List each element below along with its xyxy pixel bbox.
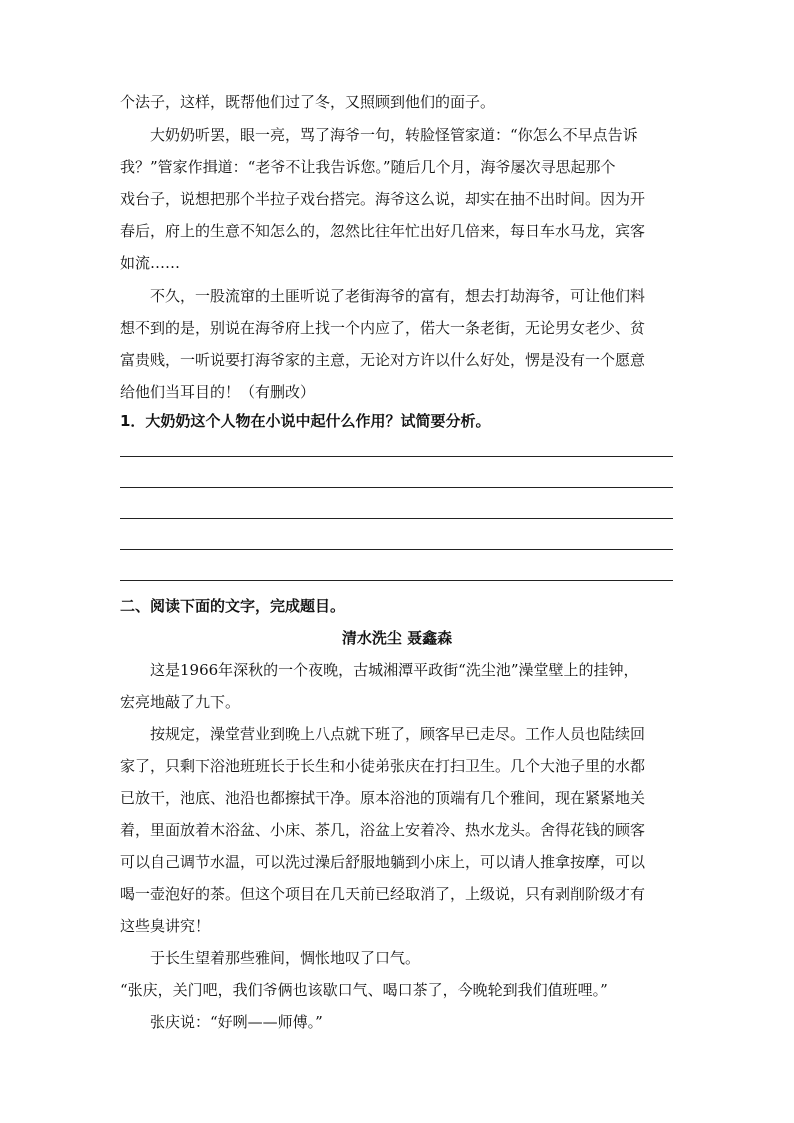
story-line: 宏亮地敲了九下。: [120, 693, 241, 711]
story-line: 家了，只剩下浴池班班长于长生和小徒弟张庆在打扫卫生。几个大池子里的水都: [120, 757, 646, 775]
passage-line: 我？”管家作揖道：“老爷不让我告诉您。”随后几个月，海爷屡次寻思起那个: [120, 158, 616, 176]
passage-line: 春后，府上的生意不知怎么的，忽然比往年忙出好几倍来，每日车水马龙，宾客: [120, 222, 646, 240]
passage-line: 想不到的是，别说在海爷府上找一个内应了，偌大一条老街，无论男女老少、贫: [120, 319, 646, 337]
story-line: 按规定，澡堂营业到晚上八点就下班了，顾客早已走尽。工作人员也陆续回: [150, 725, 646, 743]
section-heading: 二、阅读下面的文字，完成题目。: [120, 597, 346, 615]
story-title: 清水洗尘 聂鑫森: [341, 629, 453, 647]
answer-line[interactable]: [120, 487, 673, 488]
passage-line: 戏台子，说想把那个半拉子戏台搭完。海爷这么说，却实在抽不出时间。因为开: [120, 190, 646, 208]
story-line: 这是1966年深秋的一个夜晚，古城湘潭平政街“洗尘池”澡堂壁上的挂钟，: [150, 661, 639, 679]
question-1: 1．大奶奶这个人物在小说中起什么作用？试简要分析。: [120, 412, 491, 430]
story-line: “张庆，关门吧，我们爷俩也该歇口气、喝口茶了，今晚轮到我们值班哩。”: [120, 981, 608, 999]
story-line: 已放干，池底、池沿也都擦拭干净。原本浴池的顶端有几个雅间，现在紧紧地关: [120, 789, 646, 807]
passage-line: 不久，一股流窜的土匪听说了老街海爷的富有，想去打劫海爷，可让他们料: [150, 287, 646, 305]
passage-line: 大奶奶听罢，眼一亮，骂了海爷一句，转脸怪管家道：“你怎么不早点告诉: [150, 126, 638, 144]
passage-line: 给他们当耳目的！（有删改）: [120, 383, 316, 401]
passage-line: 个法子，这样，既帮他们过了冬，又照顾到他们的面子。: [120, 93, 496, 111]
story-line: 张庆说：“好咧——师傅。”: [150, 1013, 323, 1031]
passage-line: 富贵贱，一听说要打海爷家的主意，无论对方许以什么好处，愣是没有一个愿意: [120, 351, 646, 369]
answer-line[interactable]: [120, 580, 673, 581]
answer-line[interactable]: [120, 549, 673, 550]
answer-line[interactable]: [120, 518, 673, 519]
story-line: 这些臭讲究！: [120, 917, 211, 935]
story-line: 喝一壶泡好的茶。但这个项目在几天前已经取消了，上级说，只有剥削阶级才有: [120, 885, 646, 903]
story-line: 可以自己调节水温，可以洗过澡后舒服地躺到小床上，可以请人推拿按摩，可以: [120, 853, 646, 871]
passage-line: 如流……: [120, 254, 181, 272]
story-line: 着，里面放着木浴盆、小床、茶几，浴盆上安着冷、热水龙头。舍得花钱的顾客: [120, 821, 646, 839]
answer-line[interactable]: [120, 456, 673, 457]
story-line: 于长生望着那些雅间，惆怅地叹了口气。: [150, 949, 421, 967]
